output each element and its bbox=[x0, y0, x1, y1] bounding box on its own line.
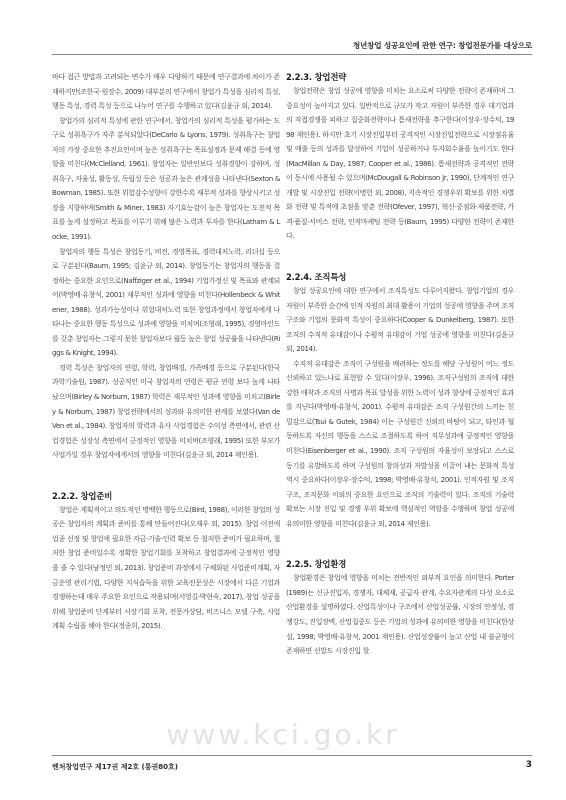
paragraph: 창업 성공요인에 대한 연구에서 조직특성도 다루어지왔다. 창업기업의 경우 자원이 부족한 순간에 인적 자원의 최대 활용이 기업의 성공에 영향을 주며 조직구조와 기업의 문화적 특성이 중요하다(Cooper & Dunkelberg, 1987). 또한 조직의 수직적 유대감이나 수평적 유대감이 기업 성공에 영향을 미친다(김윤규 외, 2014). bbox=[286, 286, 514, 354]
right-column bbox=[286, 70, 514, 659]
paragraph: 수직적 유대감은 조직이 구성원을 배려하는 정도를 해당 구성원이 어느 정도 신뢰하고 있느냐로 표현할 수 있다(이장우, 1996). 조직구성원의 조직에 대한 강한 애착과 조직의 사명과 목표 달성을 위한 노력이 성과 향상에 긍정적인 효과를 지닌다(박영배·유창석, 2001). 수평적 유대감은 조직 구성원간의 느끼는 친밀감으로(Tsui & Gutek, 1984) 이는 구성원간 신뢰의 바탕이 되고, 타인과 협동하도록 자신의 행동을 스스로 조절하도록 하여 직무성과에 긍정적인 영향을 미친다(Eisenberger et al., 1990). 조직 구성원의 자율성이 보장되고 스스로 동기를 유발하도록 하며 구성원의 창의성과 자발성을 이끌어 내는 문화적 특성 역시 중요하다(이장우·장수덕, 1998; 박영배·유창석, 2001). 인적자원 및 조직구조, 조직문화 이외의 중요한 요인으로 조직의 기술력이 있다. 조직의 기술력 확보는 시장 진입 및 경쟁 우위 확보에 핵심적인 역할을 수행하며 창업 성공에 유의미한 영향을 미친다(김윤규 외, 2014 재인용). bbox=[286, 358, 514, 528]
paragraph: 창업자의 행동 특성은 창업동기, 비전, 경영목표, 경력대처노력, 리더십 등으로 구분된다(Baum, 1995; 김윤규 외, 2014). 창업동기는 창업자의 행동을 결정하는 중요한 요인으로(Naffziger et al., 1994) 기업가정신 및 목표와 관계되어(박영배·유창석, 2001) 재무적인 성과에 영향을 미친다(Hollenbeck & Whitener, 1988). 성과가능성이나 위험대처노력 또한 창업과정에서 창업자에게 나타나는 중요한 행동 특성으로 성과에 영향을 미치며(조형래, 1995), 경영마인드를 갖춘 창업자는 그렇지 못한 창업자보다 월등 높은 창업 성공률을 나타낸다(Riggs & Knight, 1994). bbox=[52, 246, 280, 358]
paragraph: 경력 특성은 창업자의 연령, 학력, 창업배경, 가족배경 등으로 구분된다(한국과학기술원, 1987). 성공적인 미국 창업자의 연령은 평균 연령 보다 높게 나타났으며(Birley & Norburn, 1987) 학력은 재무적인 성과에 영향을 미치고(Birley & Norburn, 1987) 창업전략에서의 성과와 유의미한 관계를 보였다(Van de Ven et al., 1984). 창업자의 학력과 유사 사업경험은 수익성 측면에서, 관련 산업경험은 성장성 측면에서 긍정적인 영향을 미치며(조형래, 1995) 또한 부모가 사업가일 경우 창업자에게서의 영향을 미친다(김윤규 외, 2014 재인용). bbox=[52, 362, 280, 460]
paragraph: 창업은 계획적이고 의도적인 명백한 행동으로(Bird, 1988), 이러한 창업의 성공은 창업자의 계획과 준비를 통해 만들어진다(오재우 외, 2015). 창업 이전에 업종 선정 및 창업에 필요한 자금·기술·인력 확보 등 철저한 준비가 필요하며, 철저한 창업 준비일수록 정확한 창업기회를 포착하고 창업결과에 긍정적인 영향을 줄 수 있다(남정민 외, 2013). 창업준비 과정에서 구체화된 사업준비계획, 자금운영 관리기법, 다양한 지식습득을 위한 교육전문성은 시장에서 다른 기업과 경쟁하는데 매우 주요한 요인으로 작용되며(서영길·박현숙, 2017), 창업 성공을 위해 창업준비 단계부터 시장기회 포착, 전문가상담, 비즈니스 모델 구축, 사업계획 수립을 해야 한다(정종희, 2015). bbox=[52, 504, 280, 631]
watermark: www.kci.go.kr bbox=[166, 718, 400, 751]
left-column bbox=[52, 70, 280, 634]
paragraph: 창업가의 심리적 특성에 관한 연구에서, 창업가의 심리적 특성을 평가하는 도구로 성취욕구가 자주 분석되었다(DeCarlo & Lyons, 1979). 성취욕구는 창업자의 가장 중요한 추진요인이며 높은 성취욕구는 목표설정과 문제 해결 등에 영향을 미친다(McClelland, 1961). 창업자는 일반인보다 성취경향이 강하며, 성취욕구, 자율성, 활동성, 독립성 등은 성공과 높은 관계성을 나타낸다(Sexton & Bowman, 1985). 또한 위험감수성향이 강한수록 재무적 성과를 향상시키고 성장을 지향하며(Smith & Miner, 1983) 자기효능감이 높은 창업자는 도전적 목표를 높게 설정하고 목표를 이루기 위해 많은 노력과 투자를 한다(Latham & Locke, 1991). bbox=[52, 115, 280, 242]
running-title: 청년창업 성공요인에 관한 연구: 창업전문가를 대상으로 bbox=[352, 41, 532, 50]
section-heading-startup-preparation: 2.2.2. 창업준비 bbox=[52, 490, 113, 501]
paragraph: 창업전략은 창업 성공에 영향을 미치는 요소로써 다양한 전략이 존재하며 그 중요성이 높아지고 있다. 일반적으로 규모가 작고 자원이 부족한 경우 대기업과의 직접경쟁을 피하고 집중화전략이나 틈새전략을 추구한다(이장우·장수덕, 1998 재인용). 하지만 초기 시장진입부터 공격적인 시장진입전략으로 시장점유율 및 매출 등의 성과를 달성하여 기업이 성공하거나 투자회수율을 높이기도 한다(MacMillan & Day, 1987; Cooper et al., 1986). 틈새전략과 공격적인 전략이 동시에 사용될 수 있으며(McDougall & Robinson Jr, 1990), 단계적인 연구개발 및 시장진입 전략(이병헌 외, 2008), 지속적인 경쟁우위 확보를 위한 차별화 전략 및 특적에 초점을 맞춘 전략(Ofever, 1997), 혁신·중점화·제품전략, 가격·품질·서비스 전략, 인적마케팅 전략 등(Baum, 1995) 다양한 전략이 존재한다. bbox=[286, 86, 514, 241]
section-heading-organization: 2.2.4. 조직특성 bbox=[286, 272, 347, 283]
section-heading-startup-environment: 2.2.5. 창업환경 bbox=[286, 559, 347, 570]
paragraph: 바다 접근 방법과 고려되는 변수가 매우 다양하기 때문에 연구결과에 차이가 존재하지만(조한국·원장수, 2009) 대부분의 연구에서 창업가 특성을 심리적 특성, 행동 특성, 경력 특성 등으로 나누어 연구를 수행하고 있다(김윤규 외, 2014). bbox=[52, 72, 280, 111]
paragraph: 창업환경은 창업에 영향을 미치는 전반적인 외부적 요인을 의미한다. Porter(1989)는 신규진입자, 경쟁자, 대체재, 공급자 관계, 수요자관계의 다섯 요소로 산업환경을 설명하였다. 산업특성이나 구조에서 산업성공률, 시장의 안정성, 경쟁강도, 진입장벽, 산업집중도 등은 기업의 성과에 유의미한 영향을 미친다(한상설, 1998; 박영배·유창석, 2001 재인용). 산업성장률이 높고 산업 내 불균형이 존재하면 선발도 시장진입 할 bbox=[286, 573, 514, 656]
header-divider bbox=[52, 54, 532, 55]
page-number: 3 bbox=[525, 760, 532, 770]
journal-info: 벤처창업연구 제17권 제2호 (통권80호) bbox=[52, 763, 178, 771]
section-heading-startup-strategy: 2.2.3. 창업전략 bbox=[286, 72, 347, 82]
footer-divider bbox=[52, 755, 532, 756]
